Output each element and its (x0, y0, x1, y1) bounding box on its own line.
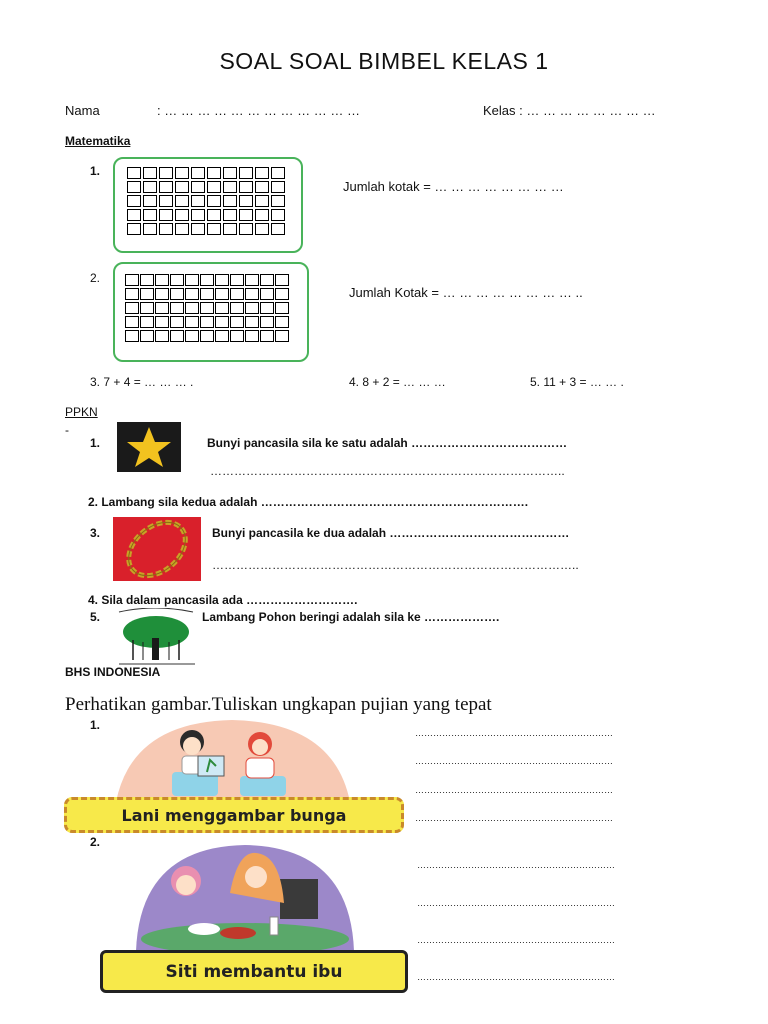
grid-cell (271, 209, 285, 221)
grid-cell (230, 302, 244, 314)
grid-cell (200, 330, 214, 342)
grid-cell (127, 195, 141, 207)
grid-cell (255, 209, 269, 221)
grid-cell (143, 195, 157, 207)
grid-cell (245, 274, 259, 286)
grid-cell (215, 302, 229, 314)
answer-blank-1b: ………………………………………………………… (415, 756, 613, 766)
grid-cell (127, 181, 141, 193)
grid-cell (223, 209, 237, 221)
grid-cell (207, 181, 221, 193)
banyan-tree-icon (115, 608, 197, 668)
math-q2-number: 2. (90, 271, 101, 285)
box-grid-1-cells (127, 167, 285, 235)
illustration-drawing-flowers (112, 718, 352, 802)
grid-cell (207, 209, 221, 221)
grid-cell (271, 167, 285, 179)
math-q3: 3. 7 + 4 = … … … . (90, 375, 194, 389)
grid-cell (143, 223, 157, 235)
grid-cell (155, 302, 169, 314)
grid-cell (170, 330, 184, 342)
grid-cell (127, 167, 141, 179)
nama-blank: : … … … … … … … … … … … … (157, 103, 360, 118)
math-q2-text: Jumlah Kotak = … … … … … … … … .. (349, 285, 583, 300)
ppkn-q5-text: Lambang Pohon beringi adalah sila ke ………………. (202, 610, 500, 624)
grid-cell (271, 181, 285, 193)
grid-cell (239, 195, 253, 207)
grid-cell (185, 274, 199, 286)
grid-cell (207, 223, 221, 235)
grid-cell (127, 209, 141, 221)
grid-cell (143, 209, 157, 221)
grid-cell (140, 302, 154, 314)
grid-cell (140, 316, 154, 328)
grid-cell (159, 223, 173, 235)
grid-cell (275, 274, 289, 286)
box-grid-2 (113, 262, 309, 362)
ppkn-heading: PPKN (65, 405, 98, 419)
banner-siti (100, 950, 408, 993)
ppkn-q1-number: 1. (90, 436, 101, 450)
ppkn-q5-number: 5. (90, 610, 101, 624)
ppkn-q2: 2. Lambang sila kedua adalah …………………………………………………………. (88, 495, 529, 509)
grid-cell (215, 316, 229, 328)
grid-cell (125, 316, 139, 328)
grid-cell (175, 181, 189, 193)
star-icon (117, 422, 181, 472)
illustration-helping-mother (134, 843, 356, 953)
grid-cell (155, 274, 169, 286)
grid-cell (245, 316, 259, 328)
grid-cell (275, 330, 289, 342)
grid-cell (255, 223, 269, 235)
box-grid-1 (113, 157, 303, 253)
grid-cell (125, 330, 139, 342)
grid-cell (175, 209, 189, 221)
grid-cell (159, 209, 173, 221)
box-grid-2-cells (125, 274, 289, 342)
grid-cell (275, 302, 289, 314)
grid-cell (271, 223, 285, 235)
ppkn-q1-line: …………………………………………………………………………….. (210, 464, 565, 478)
grid-cell (207, 195, 221, 207)
grid-cell (230, 330, 244, 342)
grid-cell (155, 316, 169, 328)
answer-blank-1a: ………………………………………………………… (415, 728, 613, 738)
grid-cell (239, 181, 253, 193)
grid-cell (255, 167, 269, 179)
grid-cell (200, 288, 214, 300)
grid-cell (223, 223, 237, 235)
grid-cell (170, 316, 184, 328)
math-q1-number: 1. (90, 164, 101, 178)
grid-cell (125, 302, 139, 314)
nama-label: Nama (65, 103, 100, 118)
math-q5: 5. 11 + 3 = … … . (530, 375, 624, 389)
matematika-heading: Matematika (65, 134, 131, 148)
banner-siti-text: Siti membantu ibu (165, 961, 343, 982)
grid-cell (215, 288, 229, 300)
grid-cell (230, 288, 244, 300)
bhs-q2-number: 2. (90, 835, 101, 849)
grid-cell (245, 288, 259, 300)
grid-cell (155, 330, 169, 342)
answer-blank-2d: ………………………………………………………… (417, 972, 615, 982)
grid-cell (159, 195, 173, 207)
grid-cell (260, 274, 274, 286)
answer-blank-2b: ………………………………………………………… (417, 898, 615, 908)
grid-cell (245, 302, 259, 314)
grid-cell (260, 302, 274, 314)
grid-cell (143, 181, 157, 193)
grid-cell (140, 274, 154, 286)
grid-cell (215, 274, 229, 286)
grid-cell (200, 302, 214, 314)
grid-cell (200, 274, 214, 286)
ppkn-dash: - (65, 423, 69, 437)
bhs-heading: BHS INDONESIA (65, 665, 161, 679)
ppkn-q4: 4. Sila dalam pancasila ada ………………………. (88, 593, 358, 607)
bhs-q1-number: 1. (90, 718, 101, 732)
kelas-field: Kelas : … … … … … … … … (483, 103, 656, 118)
grid-cell (185, 330, 199, 342)
grid-cell (260, 316, 274, 328)
grid-cell (170, 288, 184, 300)
grid-cell (223, 181, 237, 193)
grid-cell (185, 302, 199, 314)
ppkn-q1-text: Bunyi pancasila sila ke satu adalah ………………………………… (207, 436, 568, 450)
page-title: SOAL SOAL BIMBEL KELAS 1 (219, 48, 549, 74)
grid-cell (175, 167, 189, 179)
grid-cell (185, 288, 199, 300)
grid-cell (260, 330, 274, 342)
grid-cell (275, 288, 289, 300)
grid-cell (140, 330, 154, 342)
grid-cell (215, 330, 229, 342)
bhs-instruction: Perhatikan gambar.Tuliskan ungkapan pujian yang tepat (65, 694, 492, 715)
grid-cell (170, 274, 184, 286)
grid-cell (245, 330, 259, 342)
ppkn-q3-number: 3. (90, 526, 101, 540)
math-q4: 4. 8 + 2 = … … … (349, 375, 446, 389)
grid-cell (230, 316, 244, 328)
chain-icon (113, 517, 201, 581)
grid-cell (125, 288, 139, 300)
grid-cell (191, 223, 205, 235)
grid-cell (271, 195, 285, 207)
answer-blank-2c: ………………………………………………………… (417, 935, 615, 945)
grid-cell (191, 167, 205, 179)
grid-cell (155, 288, 169, 300)
grid-cell (185, 316, 199, 328)
grid-cell (223, 195, 237, 207)
grid-cell (159, 181, 173, 193)
grid-cell (239, 209, 253, 221)
grid-cell (170, 302, 184, 314)
grid-cell (207, 167, 221, 179)
grid-cell (239, 167, 253, 179)
grid-cell (230, 274, 244, 286)
grid-cell (191, 181, 205, 193)
math-q1-text: Jumlah kotak = … … … … … … … … (343, 179, 564, 194)
grid-cell (223, 167, 237, 179)
grid-cell (140, 288, 154, 300)
banner-lani (64, 797, 404, 833)
grid-cell (275, 316, 289, 328)
answer-blank-1d: ………………………………………………………… (415, 813, 613, 823)
grid-cell (125, 274, 139, 286)
banner-lani-text: Lani menggambar bunga (121, 805, 347, 825)
grid-cell (159, 167, 173, 179)
grid-cell (143, 167, 157, 179)
ppkn-q3-text: Bunyi pancasila ke dua adalah ……………………………………… (212, 526, 570, 540)
grid-cell (127, 223, 141, 235)
grid-cell (255, 195, 269, 207)
grid-cell (175, 223, 189, 235)
grid-cell (239, 223, 253, 235)
grid-cell (175, 195, 189, 207)
grid-cell (191, 195, 205, 207)
answer-blank-2a: ………………………………………………………… (417, 860, 615, 870)
grid-cell (191, 209, 205, 221)
grid-cell (260, 288, 274, 300)
ppkn-q3-line: ……………………………………………………………………………….. (212, 558, 579, 572)
grid-cell (200, 316, 214, 328)
grid-cell (255, 181, 269, 193)
answer-blank-1c: ………………………………………………………… (415, 785, 613, 795)
